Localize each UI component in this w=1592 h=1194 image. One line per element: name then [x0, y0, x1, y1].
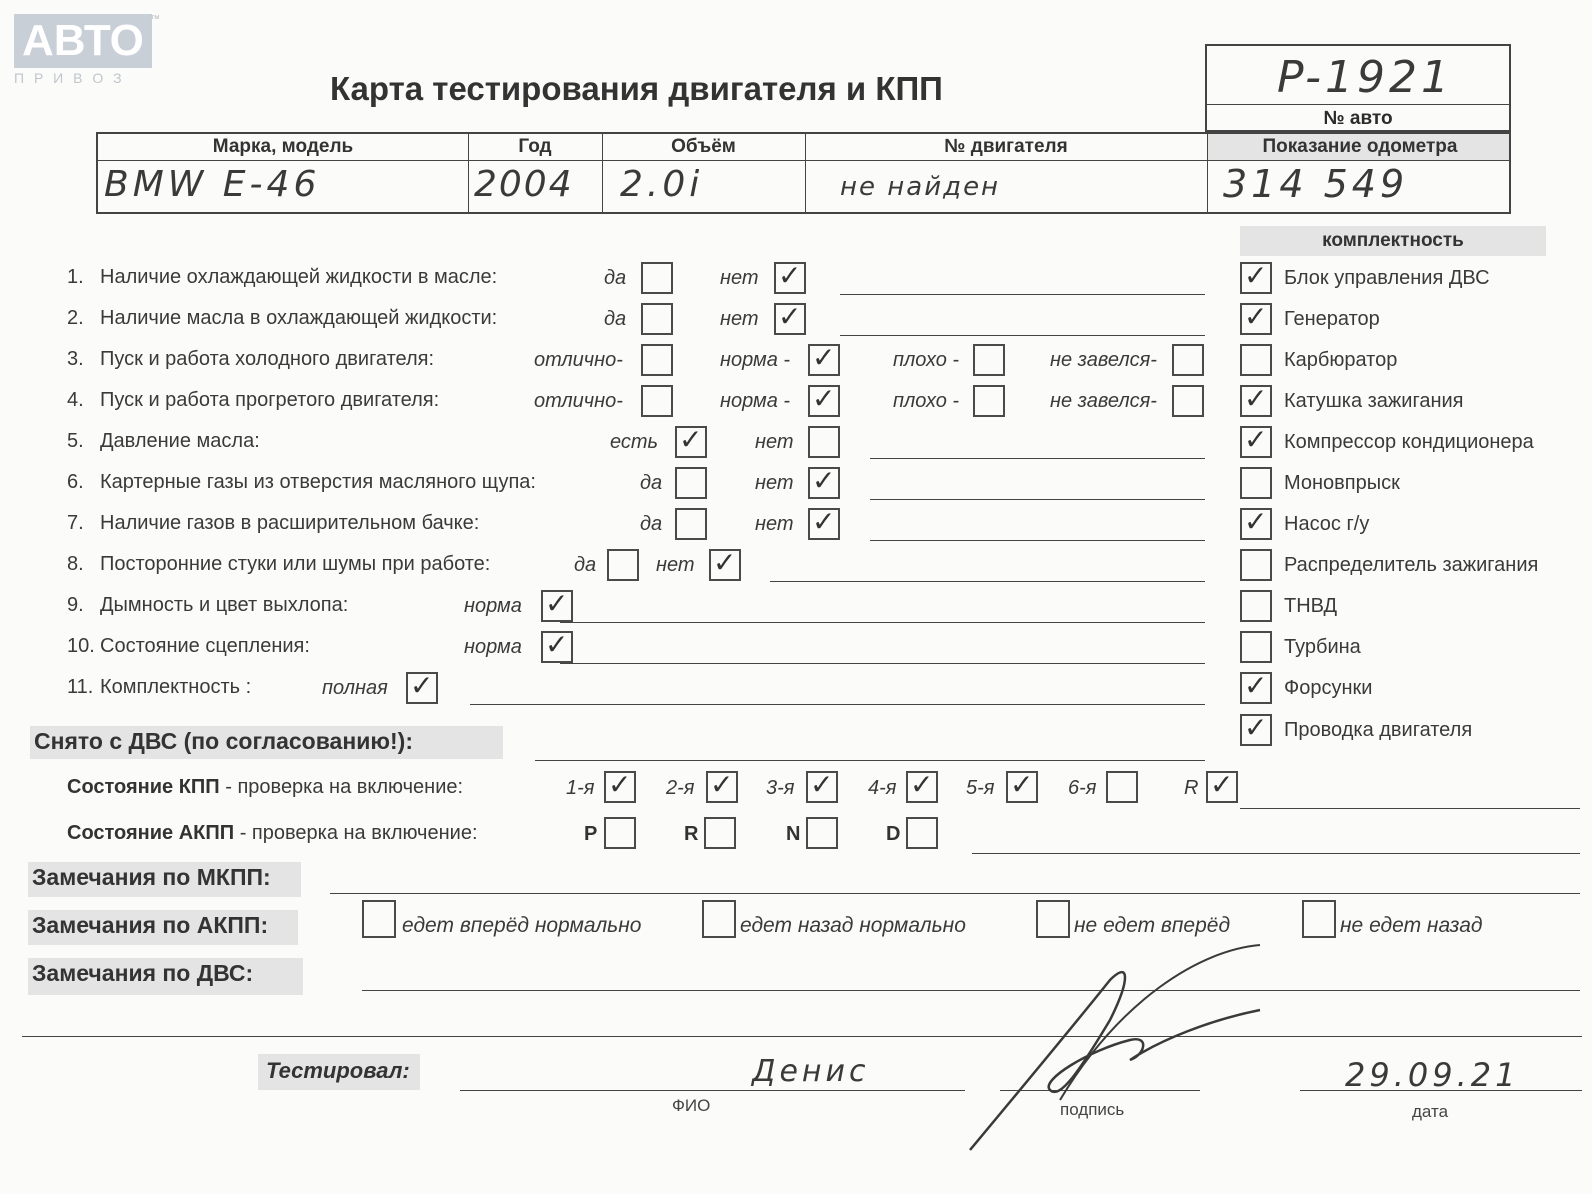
- kpp-gear-label: 3-я: [766, 777, 795, 799]
- kpp-gear-label: 2-я: [666, 777, 695, 799]
- check-option-label: плохо -: [893, 349, 960, 371]
- kpp-gear-label: 6-я: [1068, 777, 1097, 799]
- kpp-gear-checkbox[interactable]: [1106, 771, 1138, 803]
- akpp-label: [67, 822, 478, 845]
- check-label: Дымность и цвет выхлопа:: [100, 594, 349, 616]
- check-box[interactable]: [973, 385, 1005, 417]
- check-option-label: да: [604, 308, 627, 330]
- check-mark-icon: ✓: [778, 259, 802, 292]
- check-box[interactable]: [1172, 344, 1204, 376]
- check-mark-icon: ✓: [778, 300, 802, 333]
- value-volume: 2.0i: [620, 164, 704, 205]
- check-mark-icon: ✓: [545, 628, 569, 661]
- check-option-label: да: [574, 554, 597, 576]
- date-value: 29.09.21: [1345, 1056, 1520, 1094]
- akpp-option-checkbox[interactable]: [1036, 900, 1070, 938]
- check-mark-icon: ✓: [410, 669, 434, 702]
- check-option-label: норма -: [720, 349, 791, 371]
- check-box[interactable]: [607, 549, 639, 581]
- kit-item-label: Распределитель зажигания: [1284, 554, 1539, 576]
- kpp-label-rest: - проверка на включение:: [219, 776, 464, 798]
- check-option-label: есть: [610, 431, 659, 453]
- kit-item-label: Генератор: [1284, 308, 1380, 330]
- kpp-gear-label: 1-я: [566, 777, 595, 799]
- akpp-option-checkbox[interactable]: [362, 900, 396, 938]
- kit-checkbox[interactable]: [1240, 631, 1272, 663]
- check-box[interactable]: [808, 382, 840, 417]
- kit-checkbox[interactable]: [1240, 259, 1272, 294]
- check-box[interactable]: [808, 341, 840, 376]
- check-number: 8.: [67, 553, 84, 575]
- check-number: 5.: [67, 430, 84, 452]
- check-mark-icon: ✓: [812, 382, 836, 415]
- kpp-gear-label: 4-я: [868, 777, 897, 799]
- car-number-value: P-1921: [1277, 52, 1453, 103]
- check-number: 9.: [67, 594, 84, 616]
- check-mark-icon: ✓: [1244, 300, 1268, 333]
- check-box[interactable]: [541, 587, 573, 622]
- notes-mkpp-label: Замечания по МКПП:: [28, 862, 301, 897]
- kpp-label-bold: Состояние КПП: [67, 776, 220, 798]
- check-option-label: отлично-: [534, 349, 623, 371]
- header-make-model: Марка, модель: [212, 136, 354, 157]
- check-number: 7.: [67, 512, 84, 534]
- akpp-gear-checkbox[interactable]: [704, 817, 736, 849]
- akpp-option-label: не едет назад: [1340, 914, 1483, 937]
- kit-checkbox[interactable]: [1240, 590, 1272, 622]
- kpp-gear-label: 5-я: [966, 777, 995, 799]
- check-box[interactable]: [641, 385, 673, 417]
- check-label: Комплектность :: [100, 676, 252, 698]
- check-label: Пуск и работа холодного двигателя:: [100, 348, 435, 370]
- check-box[interactable]: [675, 467, 707, 499]
- kit-item-label: Карбюратор: [1284, 349, 1398, 371]
- akpp-gear-label: D: [886, 823, 901, 845]
- check-option-label: нет: [755, 431, 794, 453]
- check-option-label: не завелся-: [1050, 390, 1157, 412]
- kpp-gear-label: R: [1184, 777, 1199, 799]
- check-label: Давление масла:: [100, 430, 260, 452]
- check-label: Наличие газов в расширительном бачке:: [100, 512, 480, 534]
- page-title: Карта тестирования двигателя и КПП: [330, 70, 943, 107]
- check-label: Наличие охлаждающей жидкости в масле:: [100, 266, 498, 288]
- check-option-label: плохо -: [893, 390, 960, 412]
- akpp-gear-checkbox[interactable]: [806, 817, 838, 849]
- check-mark-icon: ✓: [545, 587, 569, 620]
- check-mark-icon: ✓: [710, 768, 734, 801]
- check-box[interactable]: [808, 464, 840, 499]
- check-number: 10.: [67, 635, 95, 657]
- check-option-label: нет: [755, 513, 794, 535]
- kpp-gear-checkbox[interactable]: [1206, 768, 1238, 803]
- value-odometer: 314 549: [1223, 162, 1409, 206]
- akpp-label-rest: - проверка на включение:: [234, 822, 478, 844]
- check-mark-icon: ✓: [810, 768, 834, 801]
- check-box[interactable]: [808, 426, 840, 458]
- fio-value: Денис: [752, 1054, 870, 1089]
- check-box[interactable]: [641, 303, 673, 335]
- car-info-table: [96, 132, 1511, 214]
- check-option-label: нет: [720, 267, 759, 289]
- check-option-label: норма: [464, 636, 522, 658]
- kpp-gear-checkbox[interactable]: [604, 768, 636, 803]
- check-option-label: да: [604, 267, 627, 289]
- check-label: Пуск и работа прогретого двигателя:: [100, 389, 440, 411]
- check-number: 3.: [67, 348, 84, 370]
- check-number: 4.: [67, 389, 84, 411]
- check-mark-icon: ✓: [1244, 382, 1268, 415]
- check-box[interactable]: [641, 262, 673, 294]
- check-box[interactable]: [675, 423, 707, 458]
- check-box[interactable]: [774, 259, 806, 294]
- check-option-label: отлично-: [534, 390, 623, 412]
- check-box[interactable]: [541, 628, 573, 663]
- check-number: 11.: [67, 676, 94, 698]
- logo: [14, 14, 160, 86]
- value-year: 2004: [474, 164, 574, 205]
- check-mark-icon: ✓: [1244, 669, 1268, 702]
- check-option-label: нет: [720, 308, 759, 330]
- akpp-option-label: не едет вперёд: [1074, 914, 1231, 937]
- kpp-gear-checkbox[interactable]: [906, 768, 938, 803]
- kit-item-label: Проводка двигателя: [1284, 719, 1473, 741]
- check-box[interactable]: [406, 669, 438, 704]
- akpp-gear-label: R: [684, 823, 699, 845]
- check-mark-icon: ✓: [1010, 768, 1034, 801]
- check-box[interactable]: [1172, 385, 1204, 417]
- notes-dvs-label: Замечания по ДВС:: [28, 958, 303, 995]
- kpp-gear-checkbox[interactable]: [706, 768, 738, 803]
- check-box[interactable]: [709, 546, 741, 581]
- kpp-label: [67, 776, 463, 799]
- fio-caption: ФИО: [672, 1096, 711, 1115]
- header-engine-no: № двигателя: [944, 136, 1068, 157]
- kit-checkbox[interactable]: [1240, 382, 1272, 417]
- akpp-gear-checkbox[interactable]: [604, 817, 636, 849]
- value-engine-no: не найден: [840, 172, 1001, 202]
- kit-title: комплектность: [1240, 226, 1546, 256]
- check-mark-icon: ✓: [812, 505, 836, 538]
- kit-checkbox[interactable]: [1240, 549, 1272, 581]
- signature: [960, 940, 1280, 1170]
- kit-checkbox[interactable]: [1240, 423, 1272, 458]
- check-label: Состояние сцепления:: [100, 635, 310, 657]
- kit-item-label: Блок управления ДВС: [1284, 267, 1490, 289]
- check-mark-icon: ✓: [1244, 423, 1268, 456]
- akpp-option-label: едет вперёд нормально: [402, 914, 642, 937]
- check-mark-icon: ✓: [1210, 768, 1234, 801]
- header-odometer: Показание одометра: [1262, 136, 1458, 157]
- check-mark-icon: ✓: [679, 423, 703, 456]
- kit-checkbox[interactable]: [1240, 344, 1272, 376]
- check-box[interactable]: [675, 508, 707, 540]
- akpp-gear-label: P: [584, 823, 598, 845]
- kit-checkbox[interactable]: [1240, 711, 1272, 746]
- value-make-model: BMW E-46: [104, 164, 321, 205]
- kit-checkbox[interactable]: [1240, 467, 1272, 499]
- check-option-label: норма: [464, 595, 522, 617]
- notes-akpp-label: Замечания по АКПП:: [28, 910, 298, 945]
- check-label: Наличие масла в охлаждающей жидкости:: [100, 307, 498, 329]
- kit-item-label: ТНВД: [1284, 595, 1338, 617]
- check-mark-icon: ✓: [812, 464, 836, 497]
- akpp-option-checkbox[interactable]: [702, 900, 736, 938]
- check-mark-icon: ✓: [608, 768, 632, 801]
- kit-checkbox[interactable]: [1240, 505, 1272, 540]
- check-option-label: да: [640, 513, 663, 535]
- check-number: 6.: [67, 471, 84, 493]
- header-volume: Объём: [671, 136, 736, 157]
- check-label: Посторонние стуки или шумы при работе:: [100, 553, 491, 575]
- akpp-gear-checkbox[interactable]: [906, 817, 938, 849]
- check-option-label: нет: [755, 472, 794, 494]
- check-label: Картерные газы из отверстия масляного щупа:: [100, 471, 536, 493]
- check-option-label: норма -: [720, 390, 791, 412]
- kit-item-label: Катушка зажигания: [1284, 390, 1464, 412]
- logo-subtext: П Р И В О З: [14, 70, 125, 86]
- kit-item-label: Насос г/у: [1284, 513, 1370, 535]
- kit-checkbox[interactable]: [1240, 669, 1272, 704]
- kpp-gear-checkbox[interactable]: [1006, 768, 1038, 803]
- check-option-label: не завелся-: [1050, 349, 1157, 371]
- check-mark-icon: ✓: [713, 546, 737, 579]
- sign-caption: подпись: [1060, 1100, 1125, 1119]
- kpp-gear-checkbox[interactable]: [806, 768, 838, 803]
- check-mark-icon: ✓: [1244, 505, 1268, 538]
- check-box[interactable]: [808, 505, 840, 540]
- kit-item-label: Компрессор кондиционера: [1284, 431, 1534, 453]
- logo-tm: ™: [150, 14, 160, 25]
- car-number-box: [1205, 44, 1511, 132]
- check-mark-icon: ✓: [1244, 711, 1268, 744]
- header-year: Год: [518, 136, 552, 157]
- akpp-option-checkbox[interactable]: [1302, 900, 1336, 938]
- tested-label: Тестировал:: [258, 1054, 420, 1090]
- kit-item-label: Форсунки: [1284, 677, 1373, 699]
- car-number-label: № авто: [1323, 108, 1393, 129]
- check-box[interactable]: [641, 344, 673, 376]
- akpp-label-bold: Состояние АКПП: [67, 822, 235, 844]
- akpp-gear-label: N: [786, 823, 801, 845]
- akpp-option-label: едет назад нормально: [740, 914, 966, 937]
- date-caption: дата: [1412, 1102, 1449, 1121]
- kit-item-label: Турбина: [1284, 636, 1361, 658]
- kit-checkbox[interactable]: [1240, 300, 1272, 335]
- check-mark-icon: ✓: [910, 768, 934, 801]
- check-number: 2.: [67, 307, 84, 329]
- check-number: 1.: [67, 266, 84, 288]
- logo-text: АВТО: [14, 14, 152, 68]
- check-mark-icon: ✓: [1244, 259, 1268, 292]
- check-box[interactable]: [774, 300, 806, 335]
- check-option-label: полная: [322, 677, 388, 699]
- check-mark-icon: ✓: [812, 341, 836, 374]
- check-option-label: да: [640, 472, 663, 494]
- kit-item-label: Моновпрыск: [1284, 472, 1400, 494]
- removed-label: Снято с ДВС (по согласованию!):: [30, 726, 503, 759]
- check-option-label: нет: [656, 554, 695, 576]
- check-box[interactable]: [973, 344, 1005, 376]
